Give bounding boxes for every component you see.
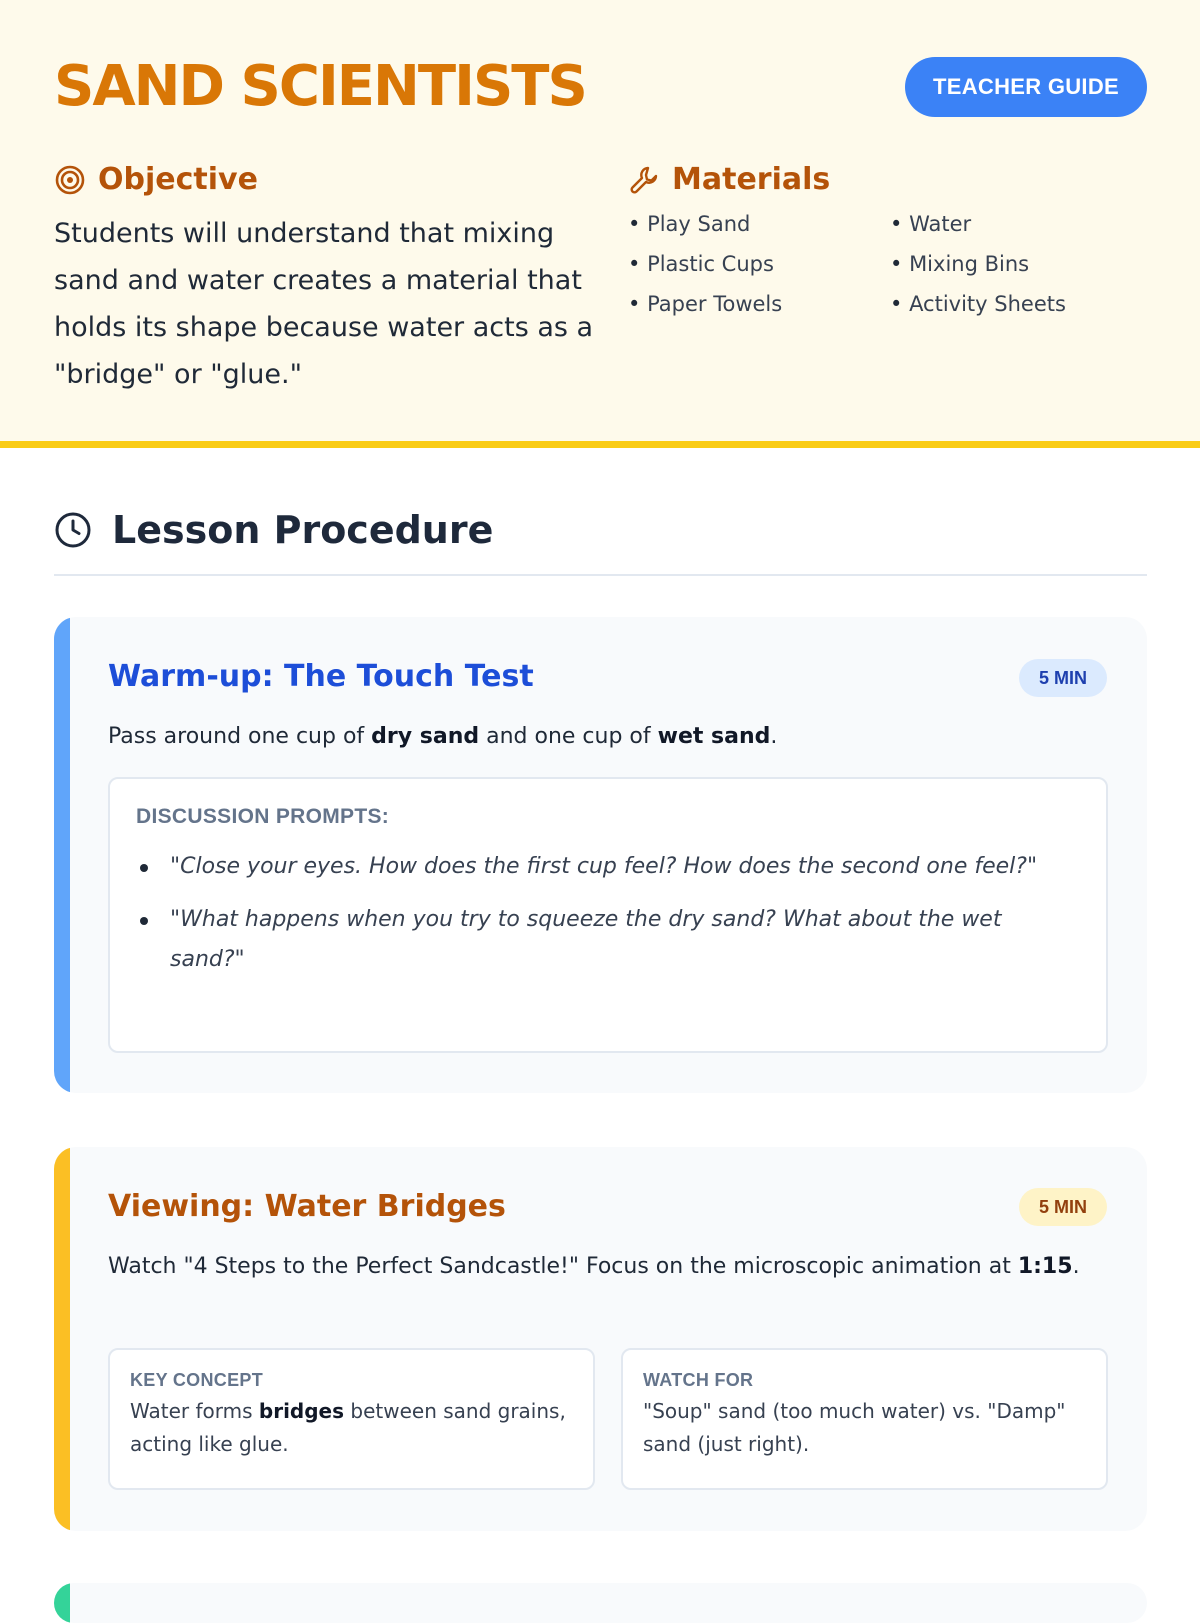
card-accent-bar (54, 1583, 70, 1623)
objective-heading (54, 162, 258, 197)
materials-heading (628, 162, 830, 197)
watch-for-box (621, 1348, 1108, 1490)
card-accent-bar (54, 1147, 70, 1531)
list-item: "Close your eyes. How does the first cup feel? How does the second one feel?" (136, 847, 1080, 887)
materials-list-left (628, 204, 782, 324)
step-card-next (54, 1583, 1147, 1623)
procedure-heading (54, 508, 493, 552)
watch-for-label: WATCH FOR (643, 1370, 754, 1390)
procedure-heading-label: Lesson Procedure (112, 508, 494, 552)
page-title: SAND SCIENTISTS (54, 54, 586, 119)
step-card-viewing (54, 1147, 1147, 1531)
material-item: • Mixing Bins (890, 244, 1066, 284)
materials-list-right (890, 204, 1066, 324)
wrench-icon (628, 164, 660, 196)
list-item: "What happens when you try to squeeze the dry sand? What about the wet sand?" (136, 900, 1080, 980)
step-title: Viewing: Water Bridges (108, 1189, 506, 1224)
teacher-guide-button[interactable]: TEACHER GUIDE (905, 57, 1147, 117)
key-concept-label: KEY CONCEPT (130, 1370, 263, 1390)
watch-for-text: "Soup" sand (too much water) vs. "Damp" sand (just right). (643, 1399, 1066, 1456)
card-accent-bar (54, 617, 70, 1093)
discussion-prompts-box (108, 777, 1108, 1053)
key-concept-box (108, 1348, 595, 1490)
objective-text: Students will understand that mixing sand and water creates a material that holds its shape because water acts as a "bridge" or "glue." (54, 218, 594, 390)
clock-icon (54, 511, 92, 549)
divider (54, 574, 1147, 576)
material-item: • Paper Towels (628, 284, 782, 324)
target-icon (54, 164, 86, 196)
material-item: • Activity Sheets (890, 284, 1066, 324)
lesson-header (0, 0, 1200, 448)
duration-badge: 5 MIN (1019, 1188, 1107, 1226)
step-description: Watch "4 Steps to the Perfect Sandcastle!" Focus on the microscopic animation at 1:15. (108, 1254, 1080, 1279)
prompts-label: DISCUSSION PROMPTS: (136, 805, 390, 828)
material-item: • Play Sand (628, 204, 782, 244)
step-description: Pass around one cup of dry sand and one cup of wet sand. (108, 724, 778, 749)
material-item: • Water (890, 204, 1066, 244)
key-concept-text: Water forms bridges between sand grains, acting like glue. (130, 1399, 566, 1456)
materials-heading-label: Materials (672, 162, 831, 197)
duration-badge: 5 MIN (1019, 659, 1107, 697)
material-item: • Plastic Cups (628, 244, 782, 284)
step-title: Warm-up: The Touch Test (108, 659, 534, 694)
prompts-list (136, 847, 1080, 980)
objective-heading-label: Objective (98, 162, 258, 197)
step-card-warmup (54, 617, 1147, 1093)
